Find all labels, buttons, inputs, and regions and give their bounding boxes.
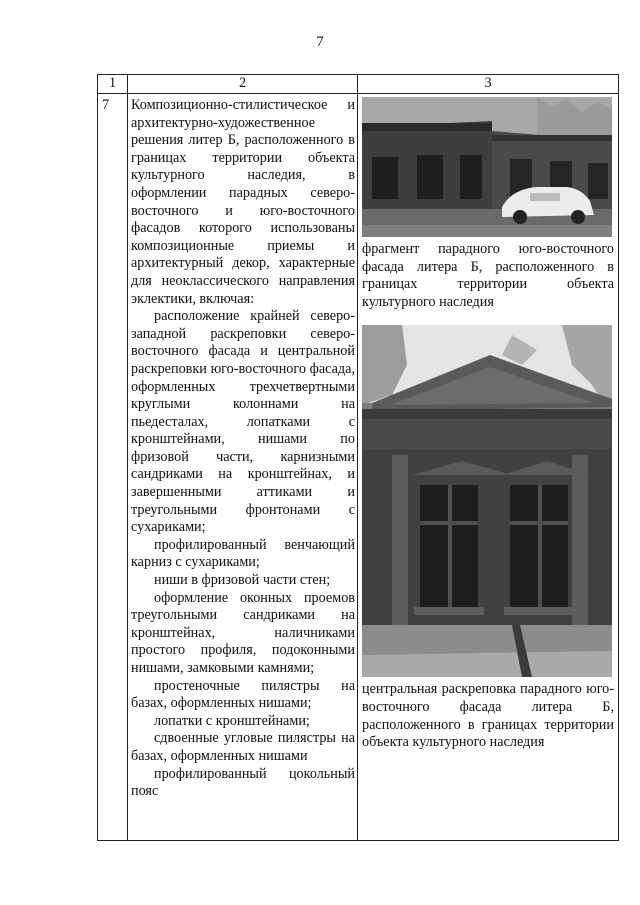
photos-cell [358,94,619,841]
photo-caption-1: фрагмент парадного юго-восточного фасада литера Б, расположенного в границах территории объекта культурного наследия [362,241,614,310]
description-paragraph: расположение крайней северо-западной раскреповки северо-восточного фасада и центральной раскреповки юго-восточного фасада, оформленных трехчетвертными круглыми колоннами на пьедесталах, лопатками с кронштейнами, нишами по фризовой части, карнизными сандриками на кронштейнах, и завершенными аттиками и треугольными фронтонами с сухариками; [131,308,355,536]
facade-fragment-photo [362,97,612,237]
central-projection-photo [362,325,612,677]
facade-fragment-image [362,97,612,237]
table-row [98,94,619,841]
description-paragraph: Композиционно-стилистическое и архитектурно-художественное решения литер Б, расположенного в границах территории объекта культурного наследия, в оформлении парадных северо-восточного и юго-восточного фасадов которого использованы композиционные приемы и архитектурный декор, характерные для неоклассического направления эклектики, включая: [131,97,355,307]
description-paragraph: ниши в фризовой части стен; [154,572,331,589]
description-paragraph: простеночные пилястры на базах, оформленных нишами; [131,677,355,712]
header-col-3: 3 [358,75,619,94]
header-col-1: 1 [98,75,128,94]
description-paragraph: оформление оконных проемов треугольными сандриками на кронштейнах, наличниками простого профиля, подоконными нишами, замковыми камнями; [131,589,355,676]
description-paragraph: лопатки с кронштейнами; [154,712,310,729]
table-header-row [98,75,619,94]
description-paragraph: профилированный цокольный пояс [131,765,355,800]
row-number: 7 [98,94,128,841]
header-col-2: 2 [128,75,358,94]
photo-caption-2: центральная раскреповка парадного юго-восточного фасада литера Б, расположенного в границах территории объекта культурного наследия [362,681,614,751]
central-projection-image [362,325,612,677]
heritage-table [97,74,619,841]
description-paragraphs [131,97,355,801]
description-cell [128,94,358,841]
description-paragraph: профилированный венчающий карниз с сухариками; [131,536,355,571]
page-number: 7 [316,34,324,50]
description-paragraph: сдвоенные угловые пилястры на базах, оформленных нишами [131,730,355,764]
